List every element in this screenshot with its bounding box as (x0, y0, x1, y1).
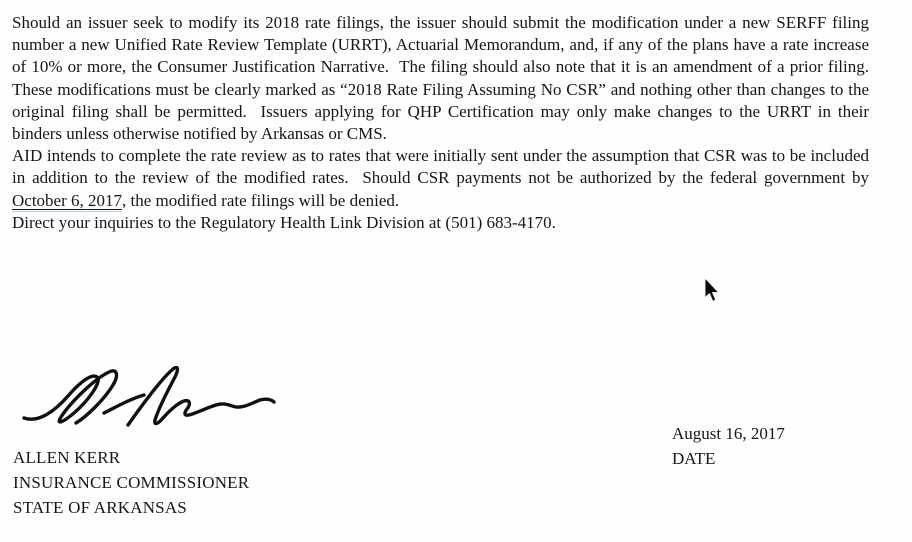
paragraph-rate-review (12, 145, 874, 212)
signer-title: INSURANCE COMMISSIONER (13, 472, 250, 492)
date-label: DATE (672, 448, 716, 468)
paragraph-modification-instructions: Should an issuer seek to modify its 2018 rate filings, the issuer should submit the modification under a new SERFF filing number a new Unified Rate Review Template (URRT), Actuarial Memorandum, and, if any of the plans have a rate increase of 10% or more, the Consumer Justification Narrative. The filing should also note that it is an amendment of a prior filing. These modifications must be clearly marked as “2018 Rate Filing Assuming No CSR” and nothing other than changes to the original filing shall be permitted. Issuers applying for QHP Certification may only make changes to the URRT in their binders unless otherwise notified by Arkansas or CMS. (12, 13, 878, 144)
signature-block (13, 446, 249, 520)
paragraph-rate-review-text-after: , the modified rate filings will be denied. (122, 190, 400, 210)
paragraph-rate-review-text-before: AID intends to complete the rate review as to rates that were initially sent under the assumption that CSR was to be included in addition to the review of the modified rates. Should CSR payments not be authorized by the federal government by (12, 146, 874, 188)
date-value: August 16, 2017 (672, 424, 785, 443)
date-block (672, 422, 785, 472)
signature-image (20, 366, 276, 430)
signer-name: ALLEN KERR (13, 448, 121, 467)
signer-org: STATE OF ARKANSAS (13, 497, 187, 517)
paragraph-inquiries: Direct your inquiries to the Regulatory Health Link Division at (501) 683-4170. (12, 212, 556, 232)
letter-body (12, 12, 878, 234)
mouse-cursor-icon (704, 278, 721, 303)
deadline-date-underlined: October 6, 2017 (12, 190, 123, 210)
